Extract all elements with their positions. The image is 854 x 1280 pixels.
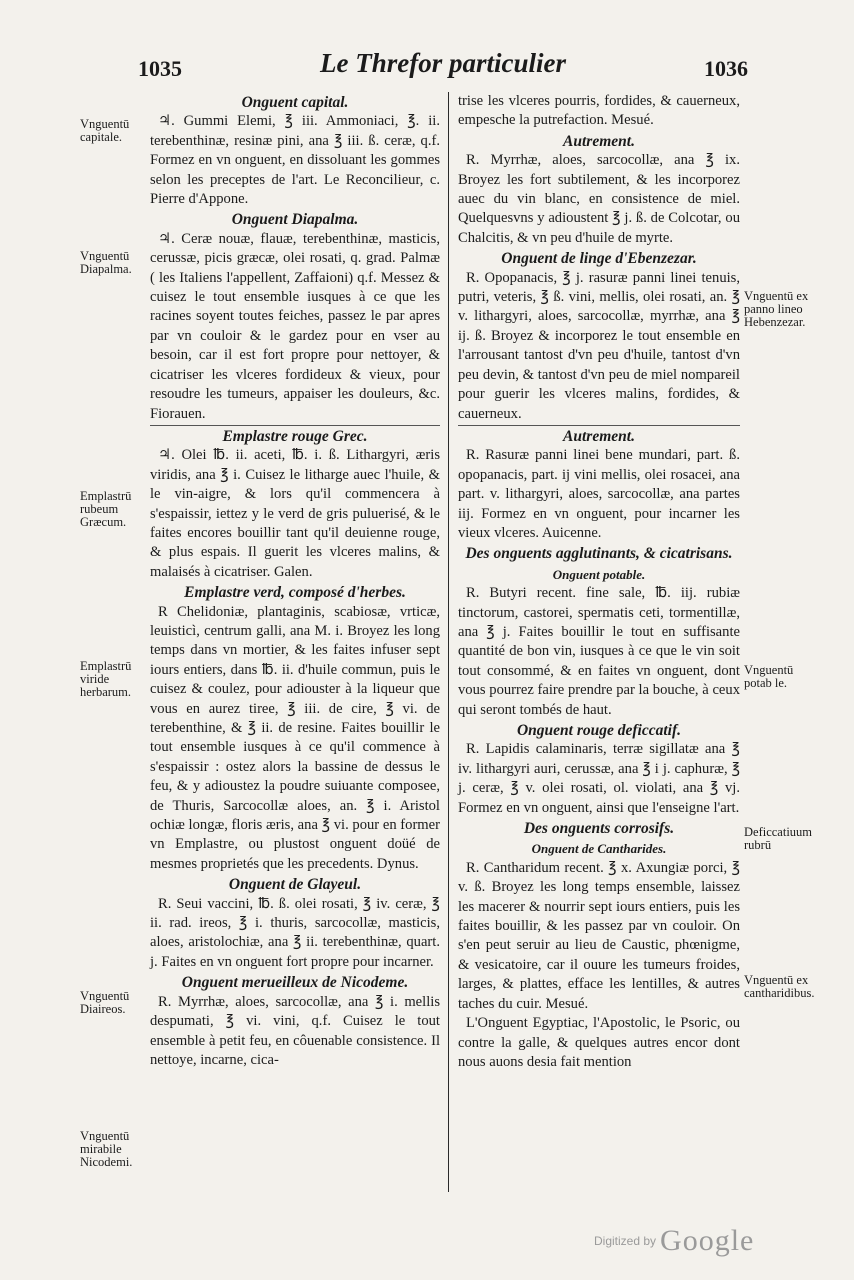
section-title: Onguent rouge deficcatif. — [516, 722, 682, 739]
page-header — [138, 48, 748, 92]
section-title: Des onguents corrosifs. — [523, 820, 675, 838]
recipe-text: R Chelidoniæ, plantaginis, scabiosæ, vrticæ, leuisticì, centrum galli, ana M. i. Broyez les long temps dans vn mortier, & les faites infuser sept iours entiers, dans ℔. ii. d'huile commun, puis le cuisez & coulez, pour adiouster à la liqueur que vous en aurez tiree, ℥ iii. de cire, ℥ vi. de terebenthine, & ℥ ii. de resine. Faites bouillir le tout ensemble iusques à ce qu'il commence à s'espaissir : ostez alors la bassine de dessus le feu, & y adioustez la poudre suiuante composee, de Thuris, Sarcocollæ aloes, an. ℥ i. Aristol ochiæ longæ, floris æris, ana ℥ vi. pour en former vn Emplastre, ou plustost onguent doüé de mesmes proprietés que les precedents. Dynus. — [150, 603, 440, 872]
margin-note-diapalma: Vnguentū Diapalma. — [80, 249, 132, 276]
margin-note-potabile: Vnguentū potab le. — [744, 663, 794, 690]
recipe-text: ♃. Ceræ nouæ, flauæ, terebenthinæ, masticis, cerussæ, picis græcæ, olei rosati, q. grad. Palmæ ( les Italiens l'appellent, Zaffaioni) q.f. Messez & cuisez le tout ensemble iusques à ce que les racines soyent toutes feiches, passez le par apres par vn couloir & le gardez pour en vser au besoin, car il est fort propre pour nettoyer, & cicatriser les vlceres fordideux & vieux, pour resoudre les tumeurs, appaiser les douleurs, &c. Fiorauen. — [150, 230, 440, 422]
recipe-text: ♃. Gummi Elemi, ℥ iii. Ammoniaci, ℥. ii. terebenthinæ, resinæ pini, ana ℥ iii. ß. ceræ, q.f. Formez en vn onguent, en dissoluant les gommes selon les preceptes de l'art. Le Reconcilieur, c. Pierre d'Appone. — [150, 113, 440, 208]
margin-note-graecum: Emplastrū rubeum Græcum. — [80, 489, 132, 529]
page-number-right: 1036 — [704, 56, 748, 81]
section-title: Autrement. — [563, 132, 635, 150]
section-rule — [150, 425, 440, 426]
running-title: Le Threfor particulier — [320, 48, 566, 78]
section-title: Emplastre rouge Grec. — [222, 427, 368, 445]
margin-note-cantharidibus: Vnguentū ex cantharidibus. — [744, 973, 815, 1000]
page-number-left: 1035 — [138, 56, 182, 81]
recipe-text: R. Lapidis calaminaris, terræ sigillatæ ana ℥ iv. lithargyri auri, cerussæ, ana ℥ i j. caphuræ, ℥ j. ceræ, ℥ v. olei rosati, ol. violati, ana ℥ vj. Formez en vn onguent, ainsi que l'enseigne l'art. — [458, 741, 740, 816]
section-title: Onguent de Glayeul. — [228, 876, 362, 894]
section-title: Onguent capital. — [241, 94, 349, 111]
recipe-text: R. Seui vaccini, ℔. ß. olei rosati, ℥ iv. ceræ, ℥ ii. rad. ireos, ℥ i. thuris, sarcocollæ, masticis, aloes, aristolochiæ, ana ℥ ii. terebenthinæ, quart. j. Faites en vn onguent fort propre pour incarner. — [150, 895, 440, 970]
recipe-text: R. Cantharidum recent. ℥ x. Axungiæ porci, ℥ v. ß. Broyez les long temps ensemble, laissez les macerer & nourrir sept iours entiers, puis les faites bouillir, & les passez par vn couloir. On s'en peut seruir au lieu de Caustic, phœnigme, & vesicatoire, car il ouure les tumeurs froides, larges, & plattes, efface les lentilles, & autres taches du cuir. Mesué. — [458, 859, 740, 1012]
left-column — [150, 92, 440, 1070]
right-column — [458, 92, 740, 1072]
section-title: Des onguents agglutinants, & cicatrisans. — [465, 545, 733, 563]
recipe-text: L'Onguent Egyptiac, l'Apostolic, le Psoric, ou contre la galle, & quelques autres encor dont nous auons desia fait mention — [458, 1015, 740, 1070]
watermark-prefix: Digitized by — [594, 1234, 657, 1248]
column-divider — [448, 92, 449, 1192]
section-title: Onguent merueilleux de Nicodeme. — [181, 974, 409, 992]
margin-note-deficcatiuum: Deficcatiuum rubrū — [744, 825, 813, 852]
recipe-text: R. Opopanacis, ℥ j. rasuræ panni linei tenuis, putri, veteris, ℥ ß. vini, mellis, olei rosati, an. ℥ v. lithargyri, aloes, sarcocollæ, myrrhæ, ana ℥ ij. ß. Broyez & incorporez le tout ensemble en l'arrousant tantost d'vn peu d'huile, tantost d'vn peu devin, & tantost d'vn peu de miel nompareil pour guerir les vlceres malins, fordides, & cauerneux. — [458, 269, 740, 422]
margin-note-diaireos: Vnguentū Diaireos. — [80, 989, 130, 1016]
digitized-watermark — [594, 1224, 754, 1258]
section-title: Emplastre verd, composé d'herbes. — [184, 584, 406, 602]
recipe-text: R. Butyri recent. fine sale, ℔. iij. rubiæ tinctorum, castorei, spermatis ceti, tormentillæ, ana ℥ j. Faites bouillir le tout en suffisante quantité de bon vin, iusques à ce que le vin soit tout consommé, & en faites vn onguent, dont vous pourrez faire prendre par la bouche, à ceux qui seront tombés de haut. — [458, 585, 740, 718]
section-title: Autrement. — [563, 427, 635, 445]
section-rule — [458, 425, 740, 426]
recipe-text: R. Myrrhæ, aloes, sarcocollæ, ana ℥ ix. Broyez les fort subtilement, & les incorporez auec du vin blanc, en consistence de miel. Quelquesvns y adioustent ℥ j. ß. de Colcotar, ou Chalcitis, & vn peu d'huile de myrte. — [458, 152, 740, 246]
section-title: Onguent de linge d'Ebenzezar. — [501, 250, 697, 268]
margin-note-herbarum: Emplastrū viride herbarum. — [80, 659, 132, 699]
google-logo: Google — [660, 1224, 755, 1257]
section-subtitle: Onguent potable. — [552, 566, 646, 582]
section-title: Onguent Diapalma. — [231, 211, 359, 229]
recipe-text: trise les vlceres pourris, fordides, & cauerneux, empesche la putrefaction. Mesué. — [458, 93, 740, 129]
recipe-text: R. Myrrhæ, aloes, sarcocollæ, ana ℥ i. mellis despumati, ℥ vi. vini, q.f. Cuisez le tout ensemble à petit feu, en côuenable consistence. Il nettoye, incarne, cica- — [150, 993, 440, 1068]
margin-note-nicodemi: Vnguentū mirabile Nicodemi. — [80, 1129, 133, 1169]
recipe-text: R. Rasuræ panni linei bene mundari, part. ß. opopanacis, part. ij vini mellis, olei rosacei, ana part. v. lithargyri, aloes, sarcocollæ, ana partes iij. Formez en vn onguent, pour incarner les vieux vlceres. Auicenne. — [458, 447, 740, 541]
recipe-text: ♃. Olei ℔. ii. aceti, ℔. i. ß. Lithargyri, æris viridis, ana ℥ i. Cuisez le litharge auec l'huile, & le vin-aigre, & lors qu'il commencera à s'espaissir, iettez y le verd de gris puluerisé, & le faites encores bouillir tant qu'il deuienne rouge, & plus espais. Il guerit les vlceres malins, & malaisés à cicatriser. Galen. — [150, 447, 440, 580]
margin-note-capitale: Vnguentū capitale. — [80, 117, 130, 144]
margin-note-ebenzezar: Vnguentū ex panno lineo Hebenzezar. — [744, 289, 809, 329]
section-subtitle: Onguent de Cantharides. — [531, 841, 667, 857]
